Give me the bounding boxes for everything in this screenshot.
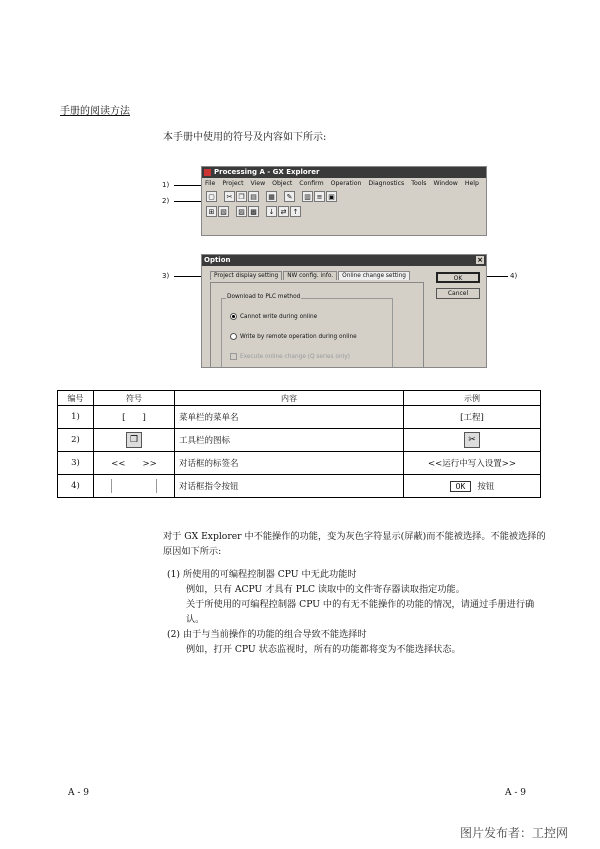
menu-diagnostics[interactable]: Diagnostics xyxy=(368,180,405,187)
paragraph-1: 对于 GX Explorer 中不能操作的功能，变为灰色字符显示(屏蔽)而不能被选择。不能被选择的原因如下所示: xyxy=(163,531,546,557)
table-row xyxy=(58,429,541,452)
callout-1-arrow xyxy=(174,185,202,186)
close-icon[interactable]: × xyxy=(477,256,483,264)
radio-cannot-write[interactable] xyxy=(230,313,317,320)
group-label: Download to PLC method xyxy=(227,294,301,300)
row-example xyxy=(404,475,541,498)
dialog-title: Option xyxy=(204,256,231,264)
row-example xyxy=(404,429,541,452)
menu-project[interactable]: Project xyxy=(222,180,244,187)
table-row xyxy=(58,475,541,498)
write-icon[interactable]: ✎ xyxy=(284,191,295,202)
table-row xyxy=(58,452,541,475)
ok-button[interactable]: OK xyxy=(436,272,480,283)
menu-help[interactable]: Help xyxy=(464,180,479,187)
row-symbol: << >> xyxy=(94,452,175,475)
menu-view[interactable]: View xyxy=(250,180,266,187)
radio-remote-write[interactable] xyxy=(230,333,357,340)
row-content: 工具栏的图标 xyxy=(175,429,404,452)
row-content: 对话框指令按钮 xyxy=(175,475,404,498)
row-number: 3) xyxy=(58,452,94,475)
device-icon[interactable]: ⊞ xyxy=(206,206,217,217)
dialog-titlebar xyxy=(202,255,486,266)
table-icon[interactable]: ▨ xyxy=(236,206,247,217)
radio-cannot-write-label: Cannot write during online xyxy=(240,313,318,320)
copy-icon: ❐ xyxy=(126,432,142,448)
watermark: 图片发布者：工控网 xyxy=(460,826,569,840)
callout-3-arrow xyxy=(174,276,204,277)
callout-2-arrow xyxy=(174,201,204,202)
callout-4-arrow xyxy=(484,276,508,277)
cancel-button[interactable]: Cancel xyxy=(436,288,480,299)
toolbar-row-2 xyxy=(202,204,486,219)
copy-icon[interactable]: ❐ xyxy=(236,191,247,202)
grid-icon[interactable]: ▩ xyxy=(248,206,259,217)
new-project-icon[interactable]: ▢ xyxy=(206,191,217,202)
row-number: 1) xyxy=(58,406,94,429)
button-symbol xyxy=(111,479,157,493)
dialog-tabs xyxy=(210,271,411,280)
cut-icon[interactable]: ✂ xyxy=(224,191,235,202)
option-dialog xyxy=(201,254,487,368)
radio-selected-icon xyxy=(230,313,237,320)
list-icon[interactable]: ≡ xyxy=(314,191,325,202)
note-1-line-1: 例如，只有 ACPU 才具有 PLC 读取中的文件寄存器读取指定功能。 xyxy=(186,584,465,595)
window-title: Processing A - GX Explorer xyxy=(214,168,320,176)
callout-2: 2) xyxy=(162,197,170,205)
row-content: 菜单栏的菜单名 xyxy=(175,406,404,429)
tab-project-display[interactable]: Project display setting xyxy=(210,271,282,280)
row-number: 2) xyxy=(58,429,94,452)
symbol-table xyxy=(57,390,541,498)
menu-confirm[interactable]: Confirm xyxy=(299,180,324,187)
note-1-title: (1) 所使用的可编程控制器 CPU 中无此功能时 xyxy=(167,569,357,580)
page-number-right: A - 9 xyxy=(505,788,526,798)
page-number-left: A - 9 xyxy=(68,788,89,798)
intro-text: 本手册中使用的符号及内容如下所示: xyxy=(163,132,327,143)
row-number: 4) xyxy=(58,475,94,498)
upload-icon[interactable]: ↑ xyxy=(290,206,301,217)
tab-nw-config[interactable]: NW config. info. xyxy=(283,271,337,280)
print-icon[interactable]: ▦ xyxy=(266,191,277,202)
callout-4: 4) xyxy=(510,272,518,280)
header-content: 内容 xyxy=(175,391,404,406)
tab-online-change[interactable]: Online change setting xyxy=(338,271,410,280)
table-header-row xyxy=(58,391,541,406)
table-row xyxy=(58,406,541,429)
note-2-title: (2) 由于与当前操作的功能的组合导致不能选择时 xyxy=(167,629,367,640)
row-content: 对话框的标签名 xyxy=(175,452,404,475)
ladder-icon[interactable]: ▥ xyxy=(302,191,313,202)
menu-file[interactable]: File xyxy=(205,180,216,187)
verify-icon[interactable]: ⇄ xyxy=(278,206,289,217)
tab-panel xyxy=(210,282,424,368)
check-online-change-label: Execute online change (Q series only) xyxy=(240,353,350,360)
download-method-group xyxy=(221,294,393,368)
header-symbol: 符号 xyxy=(94,391,175,406)
callout-1: 1) xyxy=(162,181,170,189)
monitor-icon[interactable]: ▣ xyxy=(326,191,337,202)
menu-tools[interactable]: Tools xyxy=(411,180,427,187)
menu-object[interactable]: Object xyxy=(272,180,293,187)
window-titlebar xyxy=(202,167,486,178)
row-symbol xyxy=(94,475,175,498)
note-2-line-1: 例如，打开 CPU 状态监视时，所有的功能都将变为不能选择状态。 xyxy=(186,644,461,655)
row-example: [工程] xyxy=(404,406,541,429)
ok-box: OK xyxy=(450,481,472,492)
check-online-change xyxy=(230,353,350,360)
gx-explorer-window xyxy=(201,166,487,236)
row-symbol: [ ] xyxy=(94,406,175,429)
paste-icon[interactable]: ▤ xyxy=(248,191,259,202)
read-icon[interactable]: ↓ xyxy=(266,206,277,217)
radio-unselected-icon xyxy=(230,333,237,340)
param-icon[interactable]: ▧ xyxy=(218,206,229,217)
checkbox-icon xyxy=(230,353,237,360)
callout-3: 3) xyxy=(162,272,170,280)
row-example-text: 按钮 xyxy=(477,482,495,492)
app-icon xyxy=(204,169,211,176)
header-number: 编号 xyxy=(58,391,94,406)
note-1-line-2: 关于所使用的可编程控制器 CPU 中的有无不能操作的功能的情况，请通过手册进行确认。 xyxy=(186,599,535,625)
section-heading: 手册的阅读方法 xyxy=(60,106,130,117)
menu-operation[interactable]: Operation xyxy=(330,180,362,187)
toolbar-row-1 xyxy=(202,189,486,204)
row-symbol xyxy=(94,429,175,452)
header-example: 示例 xyxy=(404,391,541,406)
radio-remote-write-label: Write by remote operation during online xyxy=(240,333,357,340)
cut-icon: ✂ xyxy=(464,432,480,448)
menu-bar xyxy=(202,178,486,189)
menu-window[interactable]: Window xyxy=(433,180,458,187)
row-example: <<运行中写入设置>> xyxy=(404,452,541,475)
